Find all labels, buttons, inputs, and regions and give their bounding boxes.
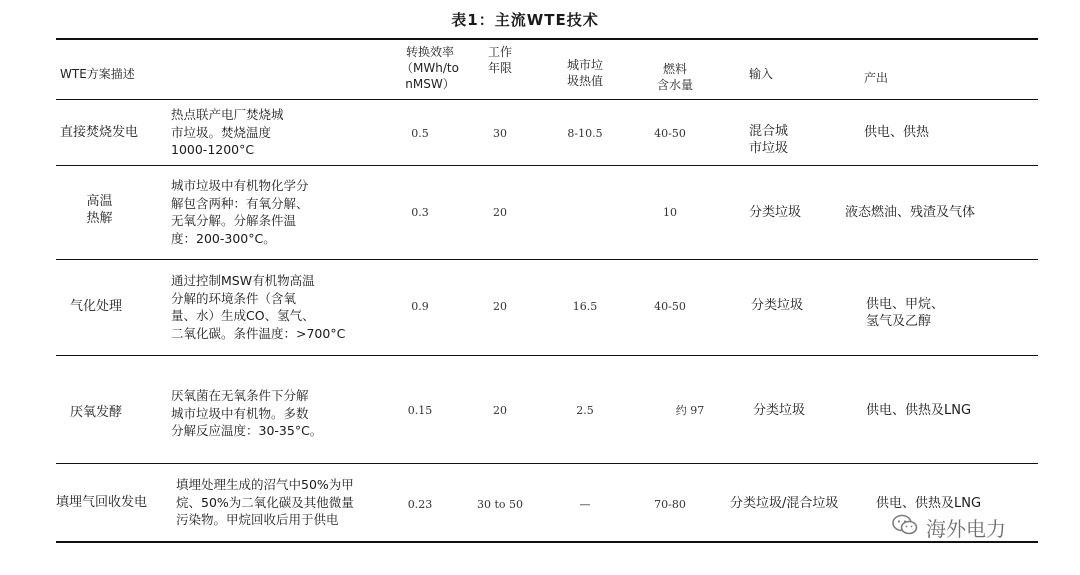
row-2-moisture: 10 bbox=[663, 206, 677, 219]
row-3-efficiency: 0.9 bbox=[411, 300, 429, 313]
row-2-output: 液态燃油、残渣及气体 bbox=[845, 205, 976, 220]
table-bottom-rule bbox=[56, 541, 1038, 543]
row-5-input: 分类垃圾/混合垃圾 bbox=[730, 496, 839, 511]
table-title: 表1：主流WTE技术 bbox=[451, 11, 599, 29]
row-4-output: 供电、供热及LNG bbox=[866, 403, 972, 418]
row-3-input: 分类垃圾 bbox=[751, 298, 804, 313]
header-scheme: WTE方案描述 bbox=[60, 67, 135, 81]
watermark bbox=[892, 512, 1006, 542]
row-5-heat: — bbox=[579, 498, 591, 511]
row-5-efficiency: 0.23 bbox=[407, 498, 433, 511]
row-1-efficiency: 0.5 bbox=[411, 127, 429, 140]
table-top-rule bbox=[56, 38, 1038, 40]
row-2-name: 高温 热解 bbox=[86, 194, 113, 226]
header-moisture: 燃料 含水量 bbox=[656, 62, 693, 92]
row-4-heat: 2.5 bbox=[576, 404, 594, 417]
row-3-moisture: 40-50 bbox=[654, 300, 686, 313]
row-3-years: 20 bbox=[493, 300, 507, 313]
row-2-desc: 城市垃圾中有机物化学分 解包含两种：有氧分解、 无氧分解。分解条件温 度：200-300°C。 bbox=[171, 178, 309, 246]
row-1-output: 供电、供热 bbox=[864, 125, 930, 140]
row-1-name: 直接焚烧发电 bbox=[60, 125, 139, 140]
row-1-input: 混合城 市垃圾 bbox=[749, 124, 789, 156]
row-5-output: 供电、供热及LNG bbox=[876, 496, 982, 511]
row-5-desc: 填埋处理生成的沼气中50%为甲 烷、50%为二氧化碳及其他微量 污染物。甲烷回收后用于供电 bbox=[176, 477, 354, 527]
row-3-name: 气化处理 bbox=[70, 299, 123, 314]
header-input: 输入 bbox=[749, 67, 774, 81]
row-4-moisture: 约 97 bbox=[675, 404, 705, 417]
header-bottom-rule bbox=[56, 99, 1038, 100]
row-divider bbox=[56, 463, 1038, 464]
row-4-efficiency: 0.15 bbox=[407, 404, 433, 417]
row-3-desc: 通过控制MSW有机物高温 分解的环境条件（含氧 量、水）生成CO、氢气、 二氧化碳。条件温度：>700°C bbox=[171, 273, 346, 341]
row-1-desc: 热点联产电厂焚烧城 市垃圾。焚烧温度 1000-1200°C bbox=[171, 107, 284, 157]
row-5-moisture: 70-80 bbox=[654, 498, 686, 511]
watermark-text: 海外电力 bbox=[926, 516, 1006, 541]
row-4-desc: 厌氧菌在无氧条件下分解 城市垃圾中有机物。多数 分解反应温度：30-35°C。 bbox=[171, 388, 323, 438]
row-1-heat: 8-10.5 bbox=[567, 127, 603, 140]
row-2-efficiency: 0.3 bbox=[411, 206, 429, 219]
row-5-name: 填埋气回收发电 bbox=[56, 495, 148, 510]
header-efficiency: 转换效率 （MWh/to nMSW） bbox=[401, 45, 459, 91]
row-5-years: 30 to 50 bbox=[476, 498, 524, 511]
row-divider bbox=[56, 165, 1038, 166]
row-divider bbox=[56, 355, 1038, 356]
row-4-input: 分类垃圾 bbox=[753, 403, 806, 418]
row-1-moisture: 40-50 bbox=[654, 127, 686, 140]
row-3-output: 供电、甲烷、 氢气及乙醇 bbox=[866, 297, 945, 329]
row-2-years: 20 bbox=[493, 206, 507, 219]
row-4-years: 20 bbox=[493, 404, 507, 417]
header-output: 产出 bbox=[864, 71, 889, 85]
row-3-heat: 16.5 bbox=[572, 300, 598, 313]
header-heat: 城市垃 圾热值 bbox=[566, 58, 603, 88]
row-2-input: 分类垃圾 bbox=[749, 205, 802, 220]
row-1-years: 30 bbox=[493, 127, 507, 140]
header-years: 工作 年限 bbox=[487, 45, 512, 75]
wechat-icon bbox=[892, 514, 918, 541]
row-4-name: 厌氧发酵 bbox=[70, 405, 123, 420]
row-divider bbox=[56, 259, 1038, 260]
